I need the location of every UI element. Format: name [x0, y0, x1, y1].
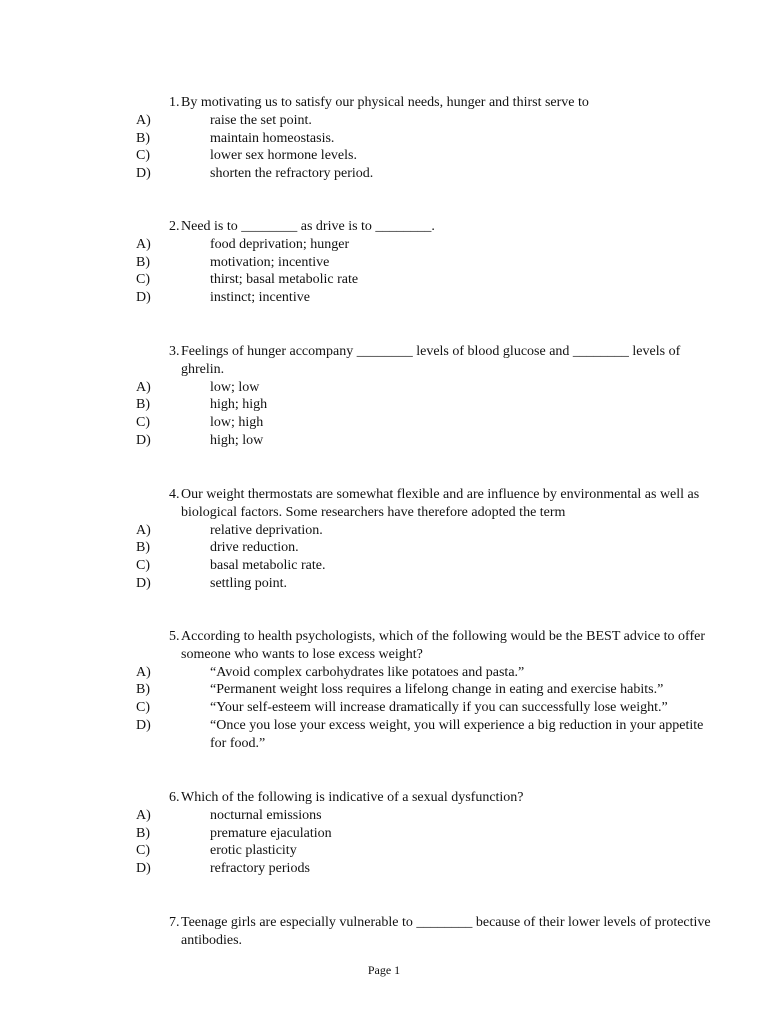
question-stem: Feelings of hunger accompany ________ levels of blood glucose and ________ levels of ghrelin.: [181, 344, 681, 377]
choice-letter: D): [136, 290, 151, 306]
question-7: [0, 914, 768, 950]
choice-text: premature ejaculation: [210, 825, 332, 841]
choice-text: basal metabolic rate.: [210, 558, 326, 574]
choice-b: [0, 539, 768, 557]
question-5: [0, 628, 768, 753]
choice-a: [0, 522, 768, 540]
choice-letter: B): [136, 682, 150, 698]
choice-text: erotic plasticity: [210, 843, 297, 859]
question-6: [0, 789, 768, 878]
choice-text: instinct; incentive: [210, 290, 310, 306]
choice-letter: C): [136, 700, 150, 716]
choice-d: [0, 165, 768, 183]
choice-text: “Once you lose your excess weight, you will experience a big reduction in your appetite for food.”: [210, 717, 704, 751]
choice-letter: C): [136, 843, 150, 859]
choice-c: [0, 414, 768, 432]
question-number: 7.: [169, 915, 180, 930]
page-footer: [0, 962, 768, 980]
choice-text: drive reduction.: [210, 540, 299, 556]
choice-text: “Permanent weight loss requires a lifelong change in eating and exercise habits.”: [210, 682, 664, 698]
choice-letter: A): [136, 112, 151, 128]
choice-letter: D): [136, 166, 151, 182]
choice-b: [0, 130, 768, 148]
choice-b: [0, 681, 768, 699]
choice-c: [0, 147, 768, 165]
choice-text: food deprivation; hunger: [210, 236, 350, 252]
choice-letter: A): [136, 664, 151, 680]
choice-c: [0, 842, 768, 860]
choice-text: lower sex hormone levels.: [210, 148, 357, 164]
question-number: 1.: [169, 95, 180, 110]
question-stem: By motivating us to satisfy our physical needs, hunger and thirst serve to: [181, 95, 589, 110]
choice-c: [0, 271, 768, 289]
question-stem: Our weight thermostats are somewhat flexible and are influence by environmental as well as biological factors. Some researchers have therefore adopted the term: [181, 487, 700, 520]
question-1: [0, 94, 768, 183]
question-stem: Which of the following is indicative of a sexual dysfunction?: [181, 790, 524, 805]
choice-letter: C): [136, 558, 150, 574]
choice-text: low; low: [210, 379, 260, 395]
choice-text: thirst; basal metabolic rate: [210, 272, 359, 288]
choice-text: shorten the refractory period.: [210, 166, 374, 182]
question-stem: Need is to ________ as drive is to ________.: [181, 219, 435, 234]
choice-letter: A): [136, 522, 151, 538]
choice-letter: A): [136, 236, 151, 252]
choice-text: “Avoid complex carbohydrates like potatoes and pasta.”: [210, 664, 525, 680]
choice-letter: A): [136, 807, 151, 823]
choice-b: [0, 825, 768, 843]
choice-letter: D): [136, 575, 151, 591]
choice-a: [0, 664, 768, 682]
choice-letter: B): [136, 540, 150, 556]
question-4: [0, 486, 768, 593]
question-2: [0, 218, 768, 307]
choice-a: [0, 236, 768, 254]
choice-c: [0, 557, 768, 575]
choice-letter: D): [136, 432, 151, 448]
choice-b: [0, 396, 768, 414]
choice-a: [0, 807, 768, 825]
choice-a: [0, 112, 768, 130]
choice-text: “Your self-esteem will increase dramatically if you can successfully lose weight.”: [210, 700, 668, 716]
choice-d: [0, 860, 768, 878]
choice-d: [0, 432, 768, 450]
choice-text: raise the set point.: [210, 112, 312, 128]
question-number: 4.: [169, 487, 180, 502]
choice-text: high; high: [210, 397, 268, 413]
choice-text: relative deprivation.: [210, 522, 323, 538]
choice-letter: C): [136, 148, 150, 164]
choice-letter: A): [136, 379, 151, 395]
choice-text: high; low: [210, 432, 264, 448]
choice-letter: B): [136, 397, 150, 413]
choice-text: motivation; incentive: [210, 254, 330, 270]
choice-d: [0, 289, 768, 307]
question-stem: Teenage girls are especially vulnerable to ________ because of their lower levels of protective antibodies.: [181, 915, 711, 948]
choice-text: refractory periods: [210, 861, 310, 877]
question-number: 6.: [169, 790, 180, 805]
choice-c: [0, 699, 768, 717]
choice-a: [0, 379, 768, 397]
question-number: 3.: [169, 344, 180, 359]
choice-letter: B): [136, 130, 150, 146]
choice-b: [0, 254, 768, 272]
choice-letter: D): [136, 717, 151, 733]
page-number: Page 1: [367, 963, 401, 977]
choice-letter: B): [136, 254, 150, 270]
choice-d: [0, 717, 768, 753]
question-number: 2.: [169, 219, 180, 234]
question-3: [0, 343, 768, 450]
question-stem: According to health psychologists, which of the following would be the BEST advice to offer someone who wants to lose excess weight?: [181, 629, 705, 662]
choice-text: low; high: [210, 415, 264, 431]
choice-text: maintain homeostasis.: [210, 130, 335, 146]
choice-text: nocturnal emissions: [210, 807, 322, 823]
choice-letter: B): [136, 825, 150, 841]
question-number: 5.: [169, 629, 180, 644]
choice-d: [0, 575, 768, 593]
choice-text: settling point.: [210, 575, 287, 591]
choice-letter: C): [136, 415, 150, 431]
choice-letter: D): [136, 861, 151, 877]
choice-letter: C): [136, 272, 150, 288]
